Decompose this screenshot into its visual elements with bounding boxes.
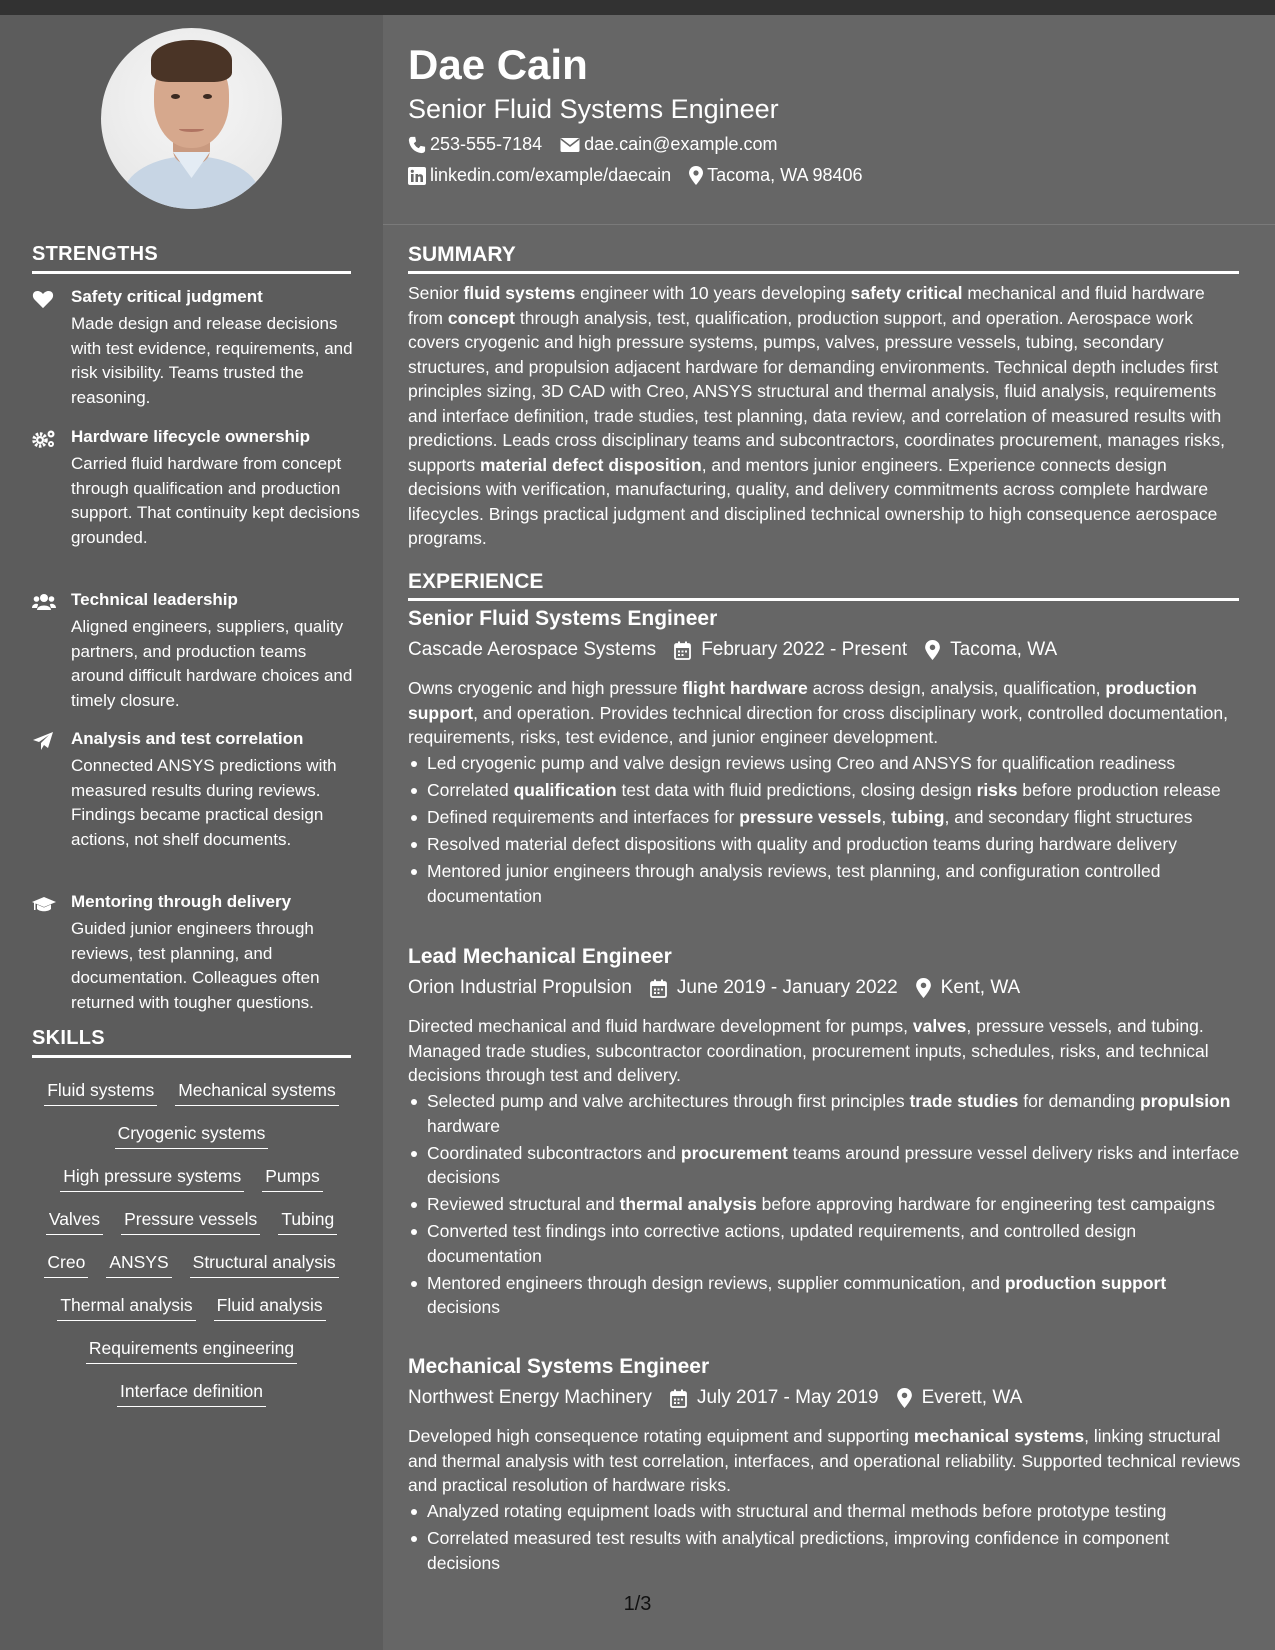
bullet-item: Resolved material defect dispositions with quality and production teams during hardware delivery <box>408 832 1243 857</box>
experience-rule <box>408 598 1239 601</box>
experience-heading: EXPERIENCE <box>408 570 544 593</box>
strengths-heading: STRENGTHS <box>32 243 159 265</box>
strength-title: Safety critical judgment <box>71 287 263 306</box>
company-name: Orion Industrial Propulsion <box>408 977 632 998</box>
header-divider <box>383 224 1275 225</box>
job-description: Developed high consequence rotating equipment and supporting mechanical systems, linking structural and thermal analysis with test correlation, interfaces, and operational reliability. Supported technical reviews and practical resolution of hardware risks. <box>408 1426 1241 1495</box>
company-name: Northwest Energy Machinery <box>408 1387 652 1408</box>
map-pin-icon <box>925 640 940 660</box>
users-icon <box>32 592 56 612</box>
summary-rule <box>408 271 1239 274</box>
strength-desc: Connected ANSYS predictions with measured results during reviews. Findings became practical design actions, not shelf documents. <box>71 756 337 849</box>
location-contact <box>689 165 862 186</box>
strength-desc: Carried fluid hardware from concept through qualification and production support. That continuity kept decisions grounded. <box>71 454 360 547</box>
job-title: Mechanical Systems Engineer <box>408 1355 710 1378</box>
job-dates: July 2017 - May 2019 <box>696 1387 879 1408</box>
skills-rule <box>32 1055 351 1058</box>
job-location: Tacoma, WA <box>950 639 1058 660</box>
envelope-icon <box>560 137 580 153</box>
resume-page <box>0 15 1275 1650</box>
phone-contact[interactable] <box>408 134 542 155</box>
strength-desc: Aligned engineers, suppliers, quality partners, and production teams around difficult hardware choices and timely closure. <box>71 617 353 710</box>
skills-list <box>32 1080 351 1407</box>
strength-desc: Guided junior engineers through reviews, test planning, and documentation. Colleagues often returned with tougher questions. <box>71 919 320 1012</box>
linkedin-contact[interactable] <box>408 165 671 186</box>
bullet-item: Led cryogenic pump and valve design reviews using Creo and ANSYS for qualification readiness <box>408 751 1243 776</box>
job-location: Kent, WA <box>940 977 1021 998</box>
bullet-item: Reviewed structural and thermal analysis before approving hardware for engineering test campaigns <box>408 1192 1243 1217</box>
bullet-item: Defined requirements and interfaces for pressure vessels, tubing, and secondary flight structures <box>408 805 1243 830</box>
skill-tag: Cryogenic systems <box>115 1123 269 1149</box>
summary-heading: SUMMARY <box>408 243 516 266</box>
job-dates: February 2022 - Present <box>701 639 908 660</box>
job-bullets <box>408 751 1243 911</box>
bullet-item: Mentored engineers through design reviews, supplier communication, and production support decisions <box>408 1271 1243 1320</box>
skill-tag: Mechanical systems <box>175 1080 339 1106</box>
gears-icon <box>32 429 56 449</box>
heart-icon <box>32 289 56 309</box>
email-contact[interactable] <box>560 134 777 155</box>
map-pin-icon <box>916 978 931 998</box>
bullet-item: Selected pump and valve architectures through first principles trade studies for demanding propulsion hardware <box>408 1089 1243 1138</box>
skill-tag: Valves <box>46 1209 103 1235</box>
job-title: Senior Fluid Systems Engineer <box>408 607 718 630</box>
skills-heading: SKILLS <box>32 1027 105 1049</box>
skill-tag: Pressure vessels <box>121 1209 260 1235</box>
candidate-headline: Senior Fluid Systems Engineer <box>408 94 779 124</box>
paper-plane-icon <box>32 731 56 751</box>
skill-tag: Interface definition <box>117 1381 266 1407</box>
calendar-icon <box>674 641 691 660</box>
bullet-item: Correlated qualification test data with fluid predictions, closing design risks before production release <box>408 778 1243 803</box>
strength-title: Hardware lifecycle ownership <box>71 427 311 446</box>
job-meta <box>408 639 1075 661</box>
bullet-item: Coordinated subcontractors and procurement teams around pressure vessel delivery risks and interface decisions <box>408 1141 1243 1190</box>
phone-text: 253-555-7184 <box>430 134 543 154</box>
email-text: dae.cain@example.com <box>584 134 778 154</box>
job-location: Everett, WA <box>921 1387 1023 1408</box>
skill-tag: ANSYS <box>106 1252 171 1278</box>
graduation-cap-icon <box>32 894 56 914</box>
skill-tag: Fluid analysis <box>214 1295 326 1321</box>
skill-tag: Creo <box>44 1252 88 1278</box>
skill-tag: Thermal analysis <box>57 1295 195 1321</box>
strength-desc: Made design and release decisions with test evidence, requirements, and risk visibility. Teams trusted the reasoning. <box>71 314 353 407</box>
location-text: Tacoma, WA 98406 <box>707 165 863 185</box>
skill-tag: Structural analysis <box>190 1252 339 1278</box>
candidate-name: Dae Cain <box>408 41 588 88</box>
job-title: Lead Mechanical Engineer <box>408 945 672 968</box>
job-bullets <box>408 1089 1243 1322</box>
strength-title: Analysis and test correlation <box>71 729 304 748</box>
profile-photo <box>101 28 282 209</box>
skill-tag: Pumps <box>262 1166 322 1192</box>
calendar-icon <box>670 1389 687 1408</box>
strengths-rule <box>32 271 351 274</box>
contact-row <box>408 134 795 155</box>
calendar-icon <box>650 979 667 998</box>
skill-tag: High pressure systems <box>60 1166 244 1192</box>
skill-tag: Requirements engineering <box>86 1338 297 1364</box>
job-dates: June 2019 - January 2022 <box>676 977 898 998</box>
strength-title: Mentoring through delivery <box>71 892 292 911</box>
phone-icon <box>408 136 426 154</box>
skill-tag: Fluid systems <box>44 1080 157 1106</box>
job-description: Directed mechanical and fluid hardware development for pumps, valves, pressure vessels, and tubing. Managed trade studies, subcontractor coordination, procurement inputs, schedules, risks, and technical decisions through test and delivery. <box>408 1016 1209 1085</box>
bullet-item: Correlated measured test results with analytical predictions, improving confidence in component decisions <box>408 1526 1243 1575</box>
strength-title: Technical leadership <box>71 590 238 609</box>
job-meta <box>408 1387 1040 1409</box>
map-pin-icon <box>897 1388 912 1408</box>
bullet-item: Converted test findings into corrective actions, updated requirements, and controlled design documentation <box>408 1219 1243 1268</box>
bullet-item: Mentored junior engineers through analysis reviews, test planning, and configuration controlled documentation <box>408 859 1243 908</box>
linkedin-text: linkedin.com/example/daecain <box>430 165 672 185</box>
job-meta <box>408 977 1038 999</box>
top-bar <box>0 0 1275 15</box>
map-pin-icon <box>689 166 703 185</box>
skill-tag: Tubing <box>278 1209 337 1235</box>
job-description: Owns cryogenic and high pressure flight hardware across design, analysis, qualification, production support, and operation. Provides technical direction for cross disciplinary work, controlled documentation, requirements, risks, test evidence, and junior engineer development. <box>408 678 1228 747</box>
linkedin-icon <box>408 167 426 185</box>
company-name: Cascade Aerospace Systems <box>408 639 657 660</box>
sidebar <box>0 15 383 1650</box>
job-bullets <box>408 1499 1243 1578</box>
summary-text: Senior fluid systems engineer with 10 years developing safety critical mechanical and fluid hardware from concept through analysis, test, qualification, production support, and operation. Aerospace work covers cryogenic and high pressure systems, pumps, valves, pressure vessels, tubing, secondary structures, and propulsion adjacent hardware for demanding environments. Technical depth includes first principles sizing, 3D CAD with Creo, ANSYS structural and thermal analysis, fluid analysis, requirements and interface definition, trade studies, test planning, data review, and correlation of measured results with predictions. Leads cross disciplinary teams and subcontractors, coordinates procurement, manages risks, supports material defect disposition, and mentors junior engineers. Experience connects design decisions with verification, manufacturing, quality, and delivery commitments across complete hardware lifecycles. Brings practical judgment and disciplined technical ownership to high consequence aerospace programs. <box>408 283 1226 548</box>
bullet-item: Analyzed rotating equipment loads with structural and thermal methods before prototype testing <box>408 1499 1243 1524</box>
contact-row <box>408 165 881 186</box>
page-number: 1/3 <box>623 1593 652 1615</box>
